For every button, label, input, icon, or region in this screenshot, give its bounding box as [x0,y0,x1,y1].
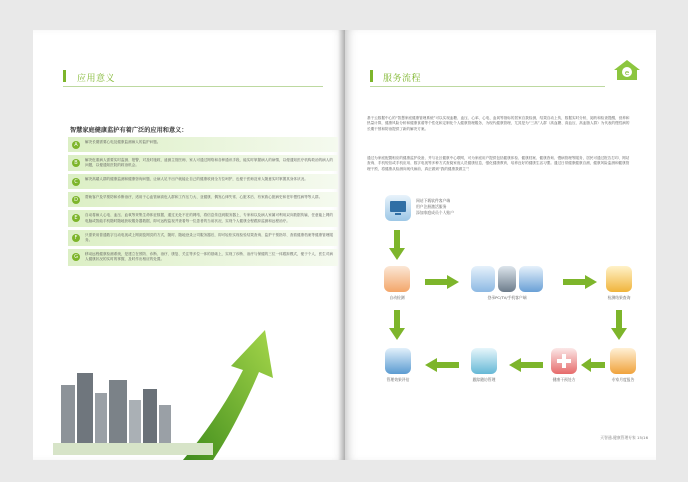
medical-cross-icon [551,348,577,374]
benefit-item [68,192,338,207]
benefit-text: 解决危重病人需要实时监测、报警，对及时施救，遥测主管医师、家人可通过网络和各种通讯手段，能实时掌握病人的病情，以便通知医疗机构救治的病人的问题，以便通知医院的救治机会。 [85,158,333,168]
benefit-list [68,137,338,269]
down-arrow-icon [389,310,405,340]
benefit-badge: C [72,178,80,186]
benefit-item [68,155,338,171]
benefit-badge: B [72,159,80,167]
flow-step-effect-eval [377,348,419,383]
intro-paragraph: 基于云数据中心的“智慧家庭健康管理系统”可以实现血糖、血压、心率、心电、血氧等指标的居家自我检测，结果自动上传，数据实时分析，阅药和检查提醒，营养和热量计算，健康风险分析和健康食谱等个性化和定制化个人健康管理服务，为现代健康管理，尤其是为“三高”人群（高血糖、高血压、高血脂人群）为代表的慢性病的长期干预和防治提供了新的解决方案。 [367,116,630,131]
flow-step-expert-report [601,348,645,383]
doctor-icon [610,348,636,374]
flow-step-line: 网站下载软件客户端 [416,198,451,203]
right-page [345,30,656,460]
flow-step-label: 管理效果评估 [386,377,410,382]
right-arrow-icon [563,275,597,289]
left-section-title: 应用意义 [77,74,116,84]
page-footer: 天智通-健康管理专家 15/16 [600,435,648,440]
left-arrow-icon [425,358,459,372]
flow-step-label: 自动检测 [389,295,405,300]
benefit-text: 只需采用普通数字互动电视或上网浏览网页的方式，随时、随地登录公司服务器后，即可轻松实现检验结果查询、监护干预指导、查看健康档案等健康管理服务。 [85,232,333,243]
benefit-badge: D [72,196,80,204]
down-arrow-icon [389,230,405,260]
benefit-item [68,137,338,152]
left-page [33,30,345,460]
benefit-text: 解决长期需要心电及健康监测病人的监护问题。 [85,140,161,144]
flow-step-follow-up [463,348,505,383]
flow-step-label: 跟踪随访管理 [472,377,496,382]
section-bar [63,70,66,82]
telephone-icon [471,348,497,374]
flow-step-line: 用户注册激活服务 [416,204,447,209]
flow-step-result-query [599,266,639,301]
benefit-badge: G [72,253,80,261]
title-underline [63,86,323,87]
benefit-item [68,210,338,226]
phone-icon [498,266,516,292]
tv-icon [519,266,543,292]
flow-step-label: 专家月度报告 [611,377,635,382]
benefit-badge: A [72,141,80,149]
benefit-item [68,174,338,189]
report-icon [606,266,632,292]
svg-text:e: e [624,69,630,77]
computer-icon [385,195,411,221]
right-section-title: 服务流程 [383,74,422,84]
city-buildings-illustration [53,355,213,455]
benefit-item [68,249,338,265]
brochure-spread [33,30,656,460]
pc-icon [471,266,495,292]
section-bar [370,70,373,82]
flow-step-label: 检测结果查询 [607,295,631,300]
flow-step-label: 登录PC/TV/手机客户端 [487,295,527,300]
flow-step-login-clients [467,266,547,301]
benefit-text: 自动将病人心电、血压、血氧等采集生命体征数据，通过无处不在的网络，将信息传送到服务器上，专家和以及病人家属可利用双向数据传输，任意能上网的电脑或智能手机随时随地获取服务器数据，即可远程监视并查看每一位患者的当前状况，实现个人健康全程跟踪监测和远程治疗。 [85,213,333,223]
lead-heading: 智慧家庭健康监护有着广泛的应用和意义： [70,127,188,134]
benefit-text: 帮助客户及早预防和诊断治疗，适用于心血管病高危人群和工作压力大、亚健康、偶发心律失常、心脏术后、有家族心脏病史和老年慢性病等等人群。 [85,195,323,200]
title-underline [370,86,605,87]
benefit-text: 移动远程健康检测系统，是建立在预防、诊断、治疗、康复、关注等多位一体的基础上，实现了诊断、治疗与保健的三位一体跟踪模式，便于个人、医生对病人健康状况的实时的掌握，及时作出相应的处置。 [85,252,333,262]
flow-step-auto-test [379,266,415,301]
health-device-icon [384,266,410,292]
benefit-badge: E [72,214,80,222]
flow-step-label: 健康干预处方 [552,377,576,382]
detail-paragraph: 通过为家庭配置相应的健康监护设备，并与社区健康中心联网，可为家庭用户提供包括健康体检、健康档案、健康咨询、慢病管理等服务，居民可通过报告打印、网站查询、手机短信或手机应用、数字电视等多种方式查阅家庭人员健康信息，强化健康教育，培养良好的健康生活习惯。通过日常健康健康自测，健康风险监测和健康管理干预，将健康从检测向现代病前，真正做到“我的健康我做主”！ [367,156,630,171]
benefit-badge: F [72,234,80,242]
benefit-item [68,230,338,246]
flow-step-register [385,195,454,221]
left-arrow-icon [509,358,543,372]
flow-step-prescription [543,348,585,383]
monitor-icon [385,348,411,374]
flow-step-line: 添加家庭成员个人账户 [416,210,454,215]
down-arrow-icon [611,310,627,340]
right-arrow-icon [425,275,459,289]
health-logo [612,58,642,82]
benefit-text: 解决高端人群的健康监测和健康咨询问题，让病人足不出户就能让自己的健康收到全方位呵护，也便于医师及家人随意实时掌握其身体状况。 [85,177,308,182]
